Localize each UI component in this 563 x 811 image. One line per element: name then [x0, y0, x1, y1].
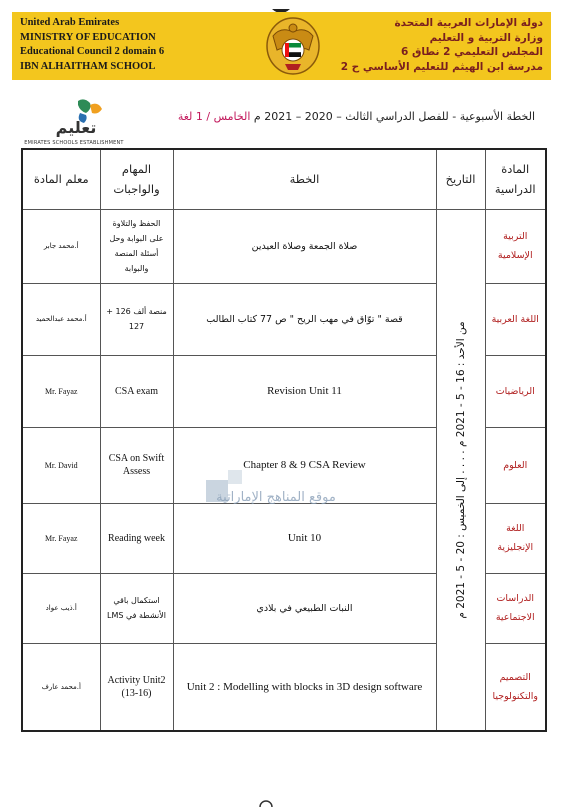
- bottom-crest-fragment: [258, 792, 274, 800]
- teacher-cell: أ.محمد عبدالحميد: [22, 283, 100, 355]
- teacher-cell: أ.ذيب عواد: [22, 573, 100, 643]
- subject-cell: الرياضيات: [485, 355, 546, 427]
- table-row: [22, 209, 546, 283]
- subject-cell: اللغة العربية: [485, 283, 546, 355]
- teacher-cell: أ.محمد عارف: [22, 643, 100, 731]
- header-country: United Arab Emirates: [20, 17, 120, 28]
- tasks-cell: Reading week: [100, 503, 173, 573]
- plan-cell: قصة " توّاق في مهب الريح " ص 77 كتاب الطالب: [173, 283, 436, 355]
- header-school: IBN ALHAITHAM SCHOOL: [20, 60, 156, 72]
- header-arabic-text: [341, 16, 543, 74]
- plan-cell: Revision Unit 11: [173, 355, 436, 427]
- teacher-cell: أ.محمد جابر: [22, 209, 100, 283]
- tasks-cell: CSA on Swift Assess: [100, 427, 173, 503]
- tasks-cell: منصة ألف 126 + 127: [100, 283, 173, 355]
- teacher-cell: Mr. Fayaz: [22, 355, 100, 427]
- logo-caption: EMIRATES SCHOOLS ESTABLISHMENT: [24, 140, 124, 146]
- header-country-ar: دولة الإمارات العربية المتحدة: [394, 17, 543, 29]
- subject-cell: الدراسات الاجتماعية: [485, 573, 546, 643]
- header-teacher: معلم المادة: [22, 149, 100, 209]
- watermark-text: موقع المناهج الإماراتية: [216, 490, 336, 505]
- grade-label: الخامس / 1 لغة: [177, 110, 251, 123]
- table-header-row: [22, 149, 546, 209]
- date-range-cell: [436, 209, 485, 731]
- uae-emblem-icon: [263, 16, 323, 76]
- header-school-ar: مدرسة ابن الهيثم للتعليم الأساسي ح 2: [340, 60, 543, 73]
- weekly-plan-title: [140, 110, 535, 123]
- tasks-cell: استكمال باقي الأنشطة في LMS: [100, 573, 173, 643]
- weekly-plan-table: [21, 148, 547, 732]
- header-ministry-ar: وزارة التربية و التعليم: [429, 31, 543, 44]
- school-header-banner: [12, 12, 551, 80]
- plan-title-text: الخطة الأسبوعية - للفصل الدراسي الثالث – 2020 – 2021 م: [253, 110, 535, 123]
- subject-cell: اللغة الإنجليزية: [485, 503, 546, 573]
- plan-cell: Unit 10: [173, 503, 436, 573]
- subject-cell: التربية الإسلامية: [485, 209, 546, 283]
- tasks-cell: CSA exam: [100, 355, 173, 427]
- subject-cell: التصميم والتكنولوجيا: [485, 643, 546, 731]
- header-subject: المادة الدراسية: [485, 149, 546, 209]
- header-plan: الخطة: [173, 149, 436, 209]
- teacher-cell: Mr. David: [22, 427, 100, 503]
- tasks-cell: الحفظ والتلاوة على البوابة وحل أسئلة المنصة والبوابة: [100, 209, 173, 283]
- header-english-text: [20, 16, 164, 74]
- header-tasks: المهام والواجبات: [100, 149, 173, 209]
- subject-cell: العلوم: [485, 427, 546, 503]
- tasks-cell: Activity Unit2 (13-16): [100, 643, 173, 731]
- top-crest-fragment: [270, 0, 292, 6]
- header-date: التاريخ: [436, 149, 485, 209]
- header-council-ar: المجلس التعليمي 2 نطاق 6: [400, 46, 543, 58]
- plan-cell: Chapter 8 & 9 CSA Review: [173, 427, 436, 503]
- logo-word: تعليم: [55, 118, 97, 137]
- header-council: Educational Council 2 domain 6: [20, 46, 165, 57]
- plan-cell: النبات الطبيعي في بلادي: [173, 573, 436, 643]
- plan-cell: Unit 2 : Modelling with blocks in 3D design software: [173, 643, 436, 731]
- date-range-text: من الأحد : 16 - 5 - 2021 م . . . . إلى الخميس : 20 - 5 - 2021 م: [454, 321, 467, 619]
- teacher-cell: Mr. Fayaz: [22, 503, 100, 573]
- plan-cell: صلاة الجمعة وصلاة العيدين: [173, 209, 436, 283]
- header-ministry: MINISTRY OF EDUCATION: [20, 31, 156, 43]
